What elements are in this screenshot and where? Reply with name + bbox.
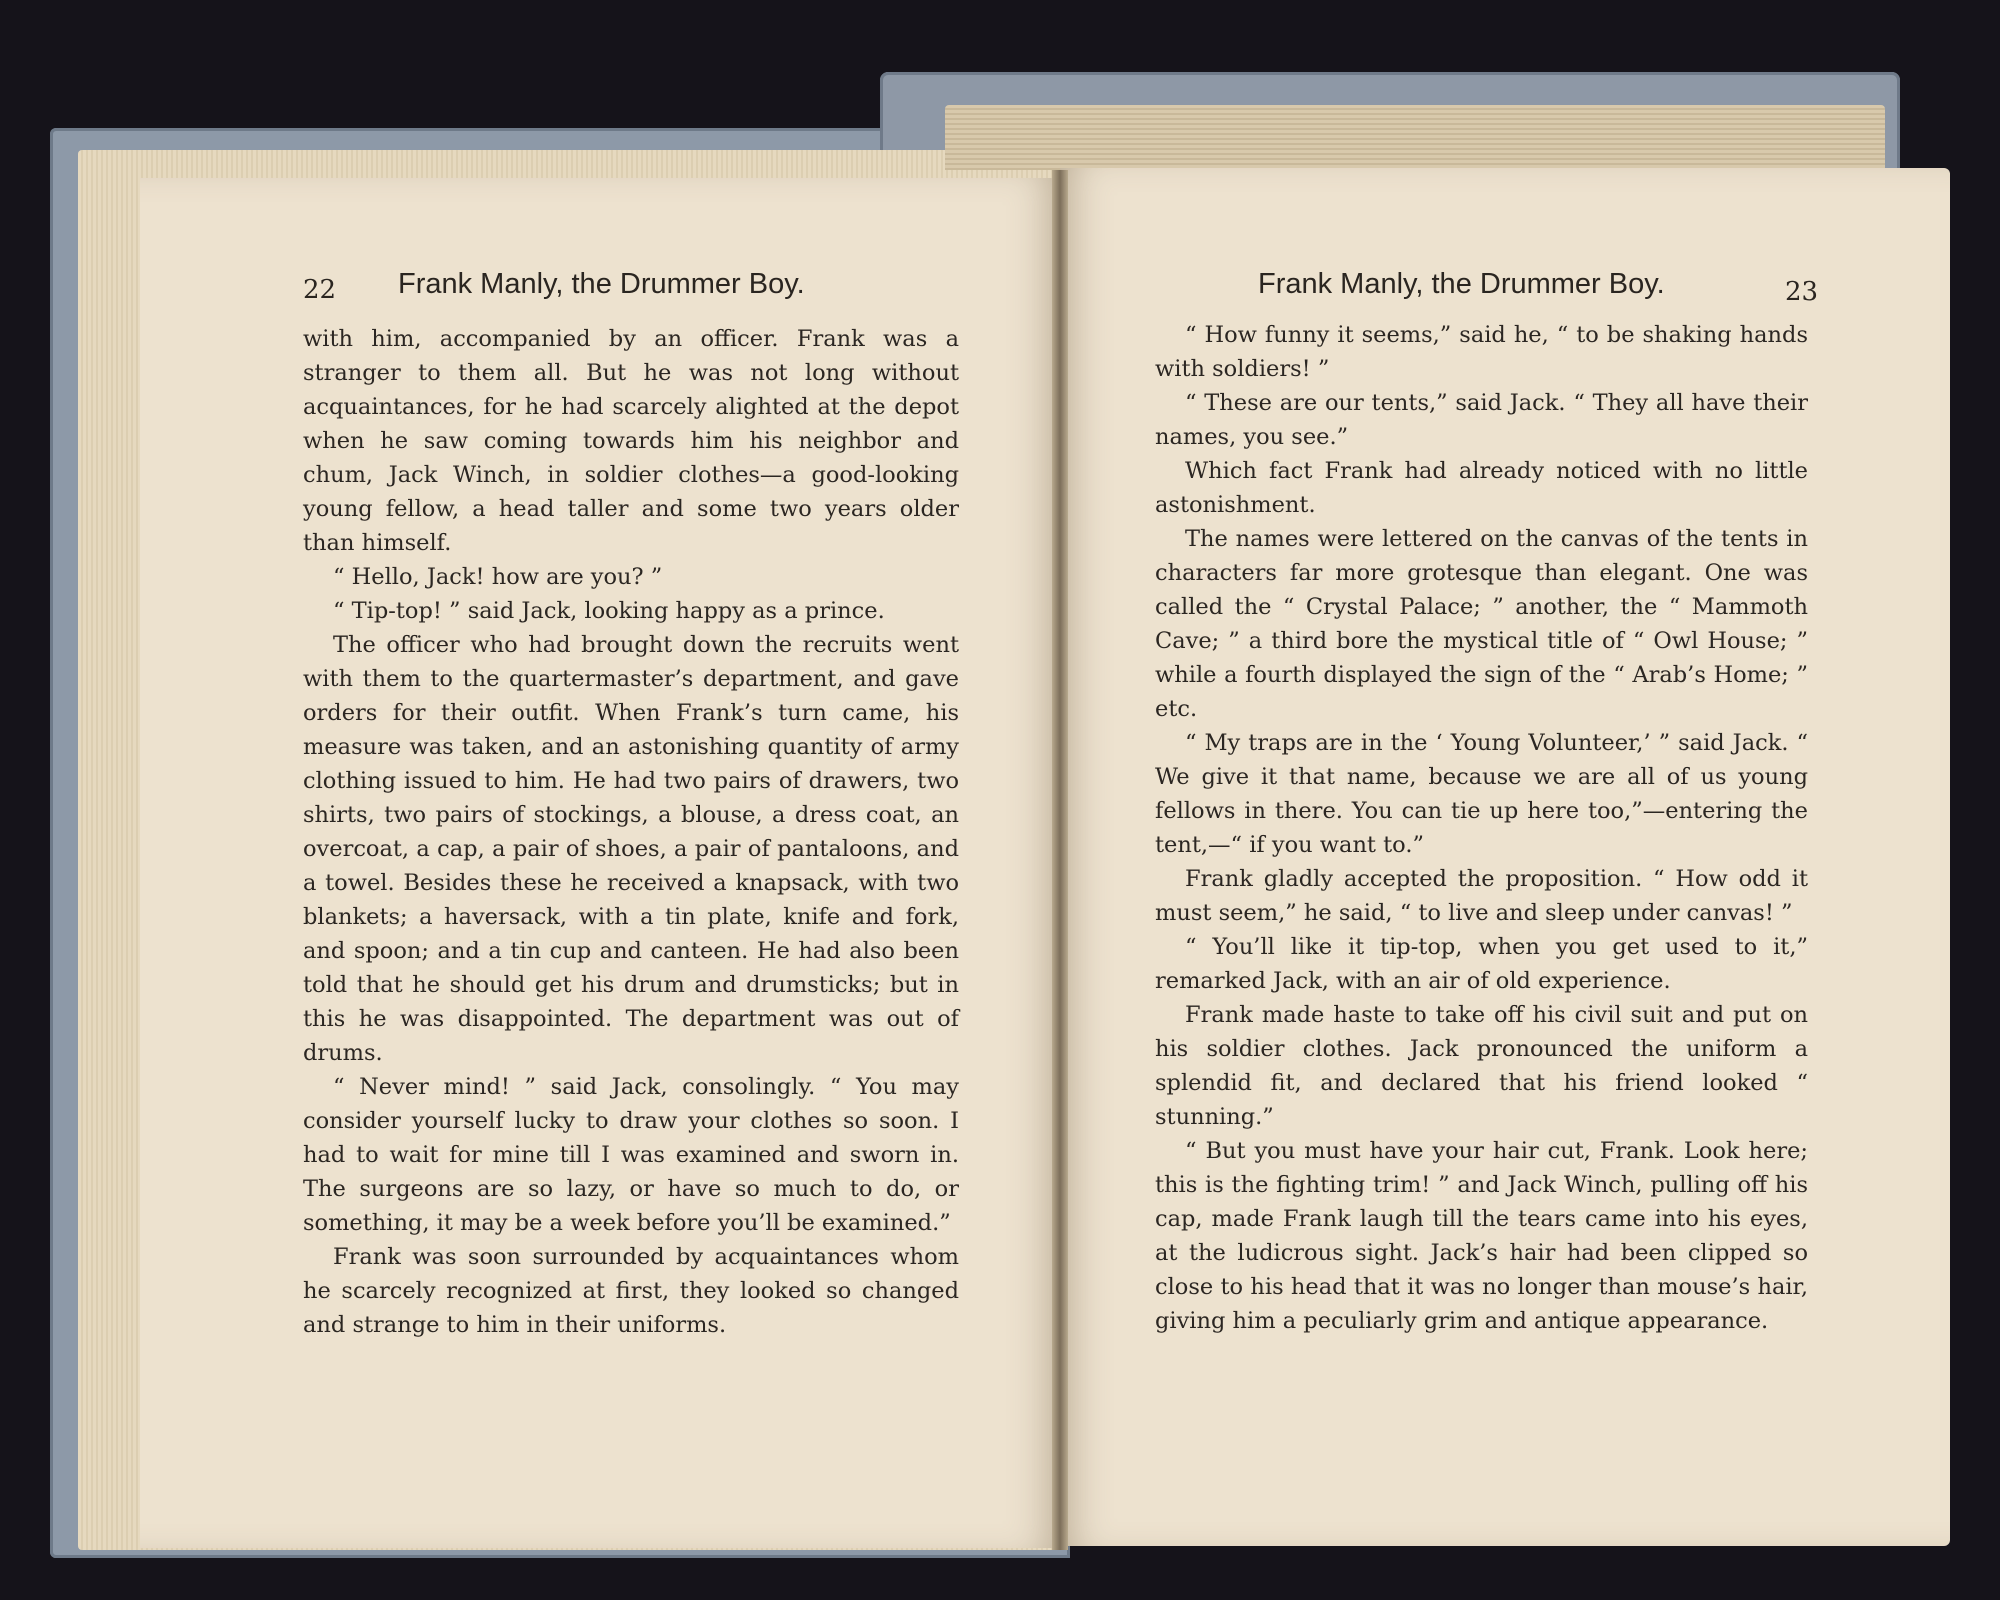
right-page-number: 23	[1785, 277, 1819, 307]
right-page-text	[1155, 318, 1808, 1338]
left-running-title: Frank Manly, the Drummer Boy.	[398, 268, 805, 300]
paragraph: “ Never mind! ” said Jack, consolingly. “ You may consider yourself lucky to draw your clothes so soon. I had to wait for mine till I was examined and sworn in. The surgeons are so lazy, or have so much to do, or something, it may be a week before you’ll be examined.”	[303, 1074, 959, 1236]
paragraph: “ How funny it seems,” said he, “ to be shaking hands with soldiers! ”	[1155, 322, 1808, 382]
paragraph: “ My traps are in the ‘ Young Volunteer,’ ” said Jack. “ We give it that name, because we are all of us young fellows in there. You can tie up here too,”—entering the tent,—“ if you want to.”	[1155, 730, 1808, 858]
paragraph: “ Hello, Jack! how are you? ”	[333, 564, 663, 590]
paragraph: “ But you must have your hair cut, Frank. Look here; this is the fighting trim! ” and Jack Winch, pulling off his cap, made Frank laugh till the tears came into his eyes, at the ludicrous sight. Jack’s hair had been clipped so close to his head that it was no longer than mouse’s hair, giving him a peculiarly grim and antique appearance.	[1155, 1138, 1808, 1334]
paragraph: Frank gladly accepted the proposition. “ How odd it must seem,” he said, “ to live and sleep under canvas! ”	[1155, 866, 1808, 926]
paragraph: Which fact Frank had already noticed with no little astonishment.	[1155, 458, 1808, 518]
paragraph: Frank made haste to take off his civil suit and put on his soldier clothes. Jack pronounced the uniform a splendid fit, and declared that his friend looked “ stunning.”	[1155, 1002, 1808, 1130]
right-page-edges	[945, 105, 1885, 170]
left-page-text	[303, 322, 959, 1342]
paragraph: The officer who had brought down the recruits went with them to the quartermaster’s department, and gave orders for their outfit. When Frank’s turn came, his measure was taken, and an astonishing quantity of army clothing issued to him. He had two pairs of drawers, two shirts, two pairs of stockings, a blouse, a dress coat, an overcoat, a cap, a pair of shoes, a pair of pantaloons, and a towel. Besides these he received a knapsack, with two blankets; a haversack, with a tin plate, knife and fork, and spoon; and a tin cup and canteen. He had also been told that he should get his drum and drumsticks; but in this he was disappointed. The department was out of drums.	[303, 632, 959, 1066]
paragraph: “ These are our tents,” said Jack. “ They all have their names, you see.”	[1155, 390, 1808, 450]
left-page-number: 22	[303, 275, 337, 305]
paragraph: The names were lettered on the canvas of the tents in characters far more grotesque than elegant. One was called the “ Crystal Palace; ” another, the “ Mammoth Cave; ” a third bore the mystical title of “ Owl House; ” while a fourth displayed the sign of the “ Arab’s Home; ” etc.	[1155, 526, 1808, 722]
paragraph: “ Tip-top! ” said Jack, looking happy as a prince.	[333, 598, 885, 624]
paragraph: with him, accompanied by an officer. Frank was a stranger to them all. But he was not long without acquaintances, for he had scarcely alighted at the depot when he saw coming towards him his neighbor and chum, Jack Winch, in soldier clothes—a good-looking young fellow, a head taller and some two years older than himself.	[303, 326, 959, 556]
right-running-title: Frank Manly, the Drummer Boy.	[1258, 268, 1665, 300]
paragraph: Frank was soon surrounded by acquaintances whom he scarcely recognized at first, they looked so changed and strange to him in their uniforms.	[303, 1244, 959, 1338]
book-gutter	[1052, 170, 1068, 1550]
paragraph: “ You’ll like it tip-top, when you get used to it,” remarked Jack, with an air of old experience.	[1155, 934, 1808, 994]
